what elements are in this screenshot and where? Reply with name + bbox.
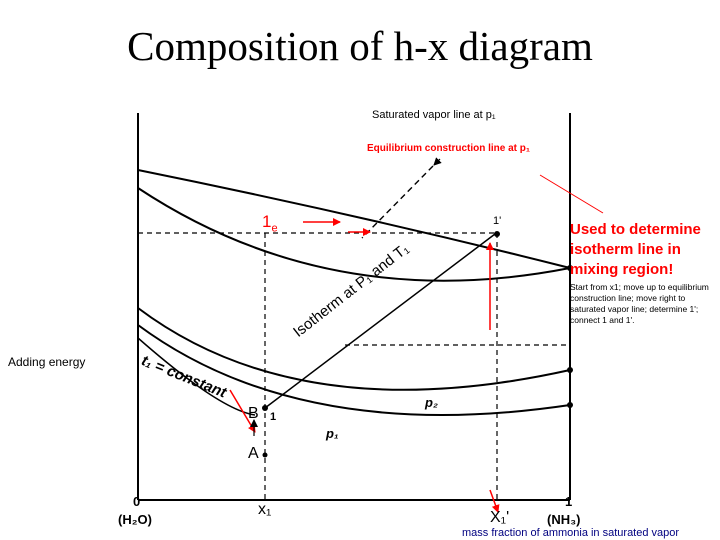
point-A-dot xyxy=(263,453,268,458)
point-1prime-label: 1' xyxy=(493,215,502,227)
equilibrium-construction-label: Equilibrium construction line at p₁ xyxy=(367,143,531,154)
x1-label: x₁ xyxy=(258,501,272,518)
axis-left-name: (H₂O) xyxy=(118,512,152,527)
saturated-vapor-label: Saturated vapor line at p₁ xyxy=(372,109,496,121)
p1-label: p₁ xyxy=(326,426,339,441)
point-B-label: B xyxy=(248,405,259,422)
saturated-vapor-curve xyxy=(138,170,570,268)
point-1-dot xyxy=(262,405,268,411)
point-A-label: A xyxy=(248,445,259,462)
p2-label: p₂ xyxy=(425,395,438,410)
axis-right-value: 1 xyxy=(565,494,573,509)
axis-left-value: 0 xyxy=(133,494,141,509)
callout-steps: Start from x1; move up to equilibrium construction line; move right to saturated vapor line; determine 1'; connect 1 and 1'. xyxy=(570,282,709,325)
red-line-callout xyxy=(540,175,603,213)
equilibrium-construction-curve xyxy=(138,188,570,281)
constant-label: t₁ = constant xyxy=(139,352,229,402)
construction-arrow xyxy=(434,159,440,165)
point-1-label: 1 xyxy=(270,411,277,423)
point-right-low-dot xyxy=(567,402,573,408)
callout-title: Used to determine isotherm line in mixing region! xyxy=(570,221,701,278)
slide-title: Composition of h-x diagram xyxy=(127,23,593,69)
saturated-liquid-curve-p2 xyxy=(138,325,570,415)
isotherm-label: Isotherm at P₁ and T₁ xyxy=(290,240,413,341)
point-1prime-dot xyxy=(494,231,500,237)
adding-energy-label: Adding energy xyxy=(8,355,86,369)
axis-right-name: (NH₃) xyxy=(547,512,581,527)
mass-fraction-caption: mass fraction of ammonia in saturated vapor xyxy=(462,527,680,539)
point-1e-label: $1_e$ xyxy=(262,212,278,235)
X1prime-label: X₁' xyxy=(490,509,510,526)
point-right-mid-dot xyxy=(567,367,573,373)
